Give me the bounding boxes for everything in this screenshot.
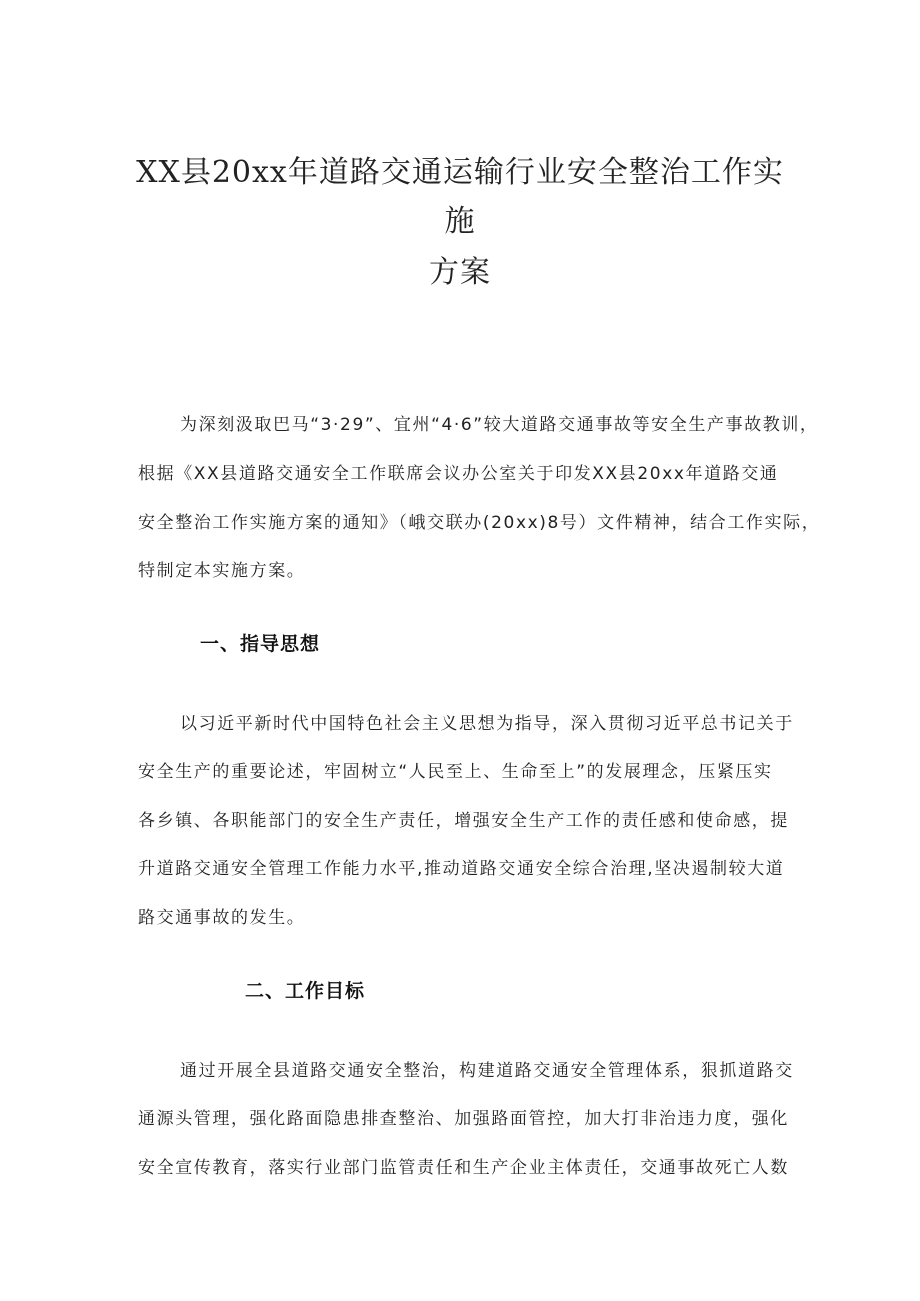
section-heading-work-goals: 二、工作目标 [245, 980, 366, 1002]
section1-line: 安全生产的重要论述，牢固树立“人民至上、生命至上”的发展理念，压紧压实 [138, 762, 773, 782]
document-title-line-1: XX县20xx年道路交通运输行业安全整治工作实 [136, 155, 784, 190]
intro-line: 为深刻汲取巴马“3·29”、宜州“4·6”较大道路交通事故等安全生产事故教训， [180, 415, 819, 435]
intro-line: 安全整治工作实施方案的通知》（峨交联办(20xx)8号）文件精神，结合工作实际， [138, 513, 821, 533]
section1-line: 各乡镇、各职能部门的安全生产责任，增强安全生产工作的责任感和使命感，提 [138, 811, 789, 831]
document-title-line-2: 施 [444, 204, 476, 239]
document-title-line-3: 方案 [429, 255, 491, 290]
section-heading-guiding-ideology: 一、指导思想 [200, 633, 321, 655]
section2-line: 安全宣传教育，落实行业部门监管责任和生产企业主体责任，交通事故死亡人数 [138, 1158, 789, 1178]
section2-line: 通过开展全县道路交通安全整治，构建道路交通安全管理体系，狠抓道路交 [180, 1061, 794, 1081]
section1-line: 升道路交通安全管理工作能力水平,推动道路交通安全综合治理,坚决遏制较大道 [138, 859, 785, 879]
section1-line: 路交通事故的发生。 [138, 908, 306, 928]
intro-line: 特制定本实施方案。 [138, 561, 306, 581]
section2-line: 通源头管理，强化路面隐患排查整治、加强路面管控，加大打非治违力度，强化 [138, 1109, 789, 1129]
section1-line: 以习近平新时代中国特色社会主义思想为指导，深入贯彻习近平总书记关于 [180, 714, 794, 734]
intro-line: 根据《XX县道路交通安全工作联席会议办公室关于印发XX县20xx年道路交通 [138, 464, 779, 484]
